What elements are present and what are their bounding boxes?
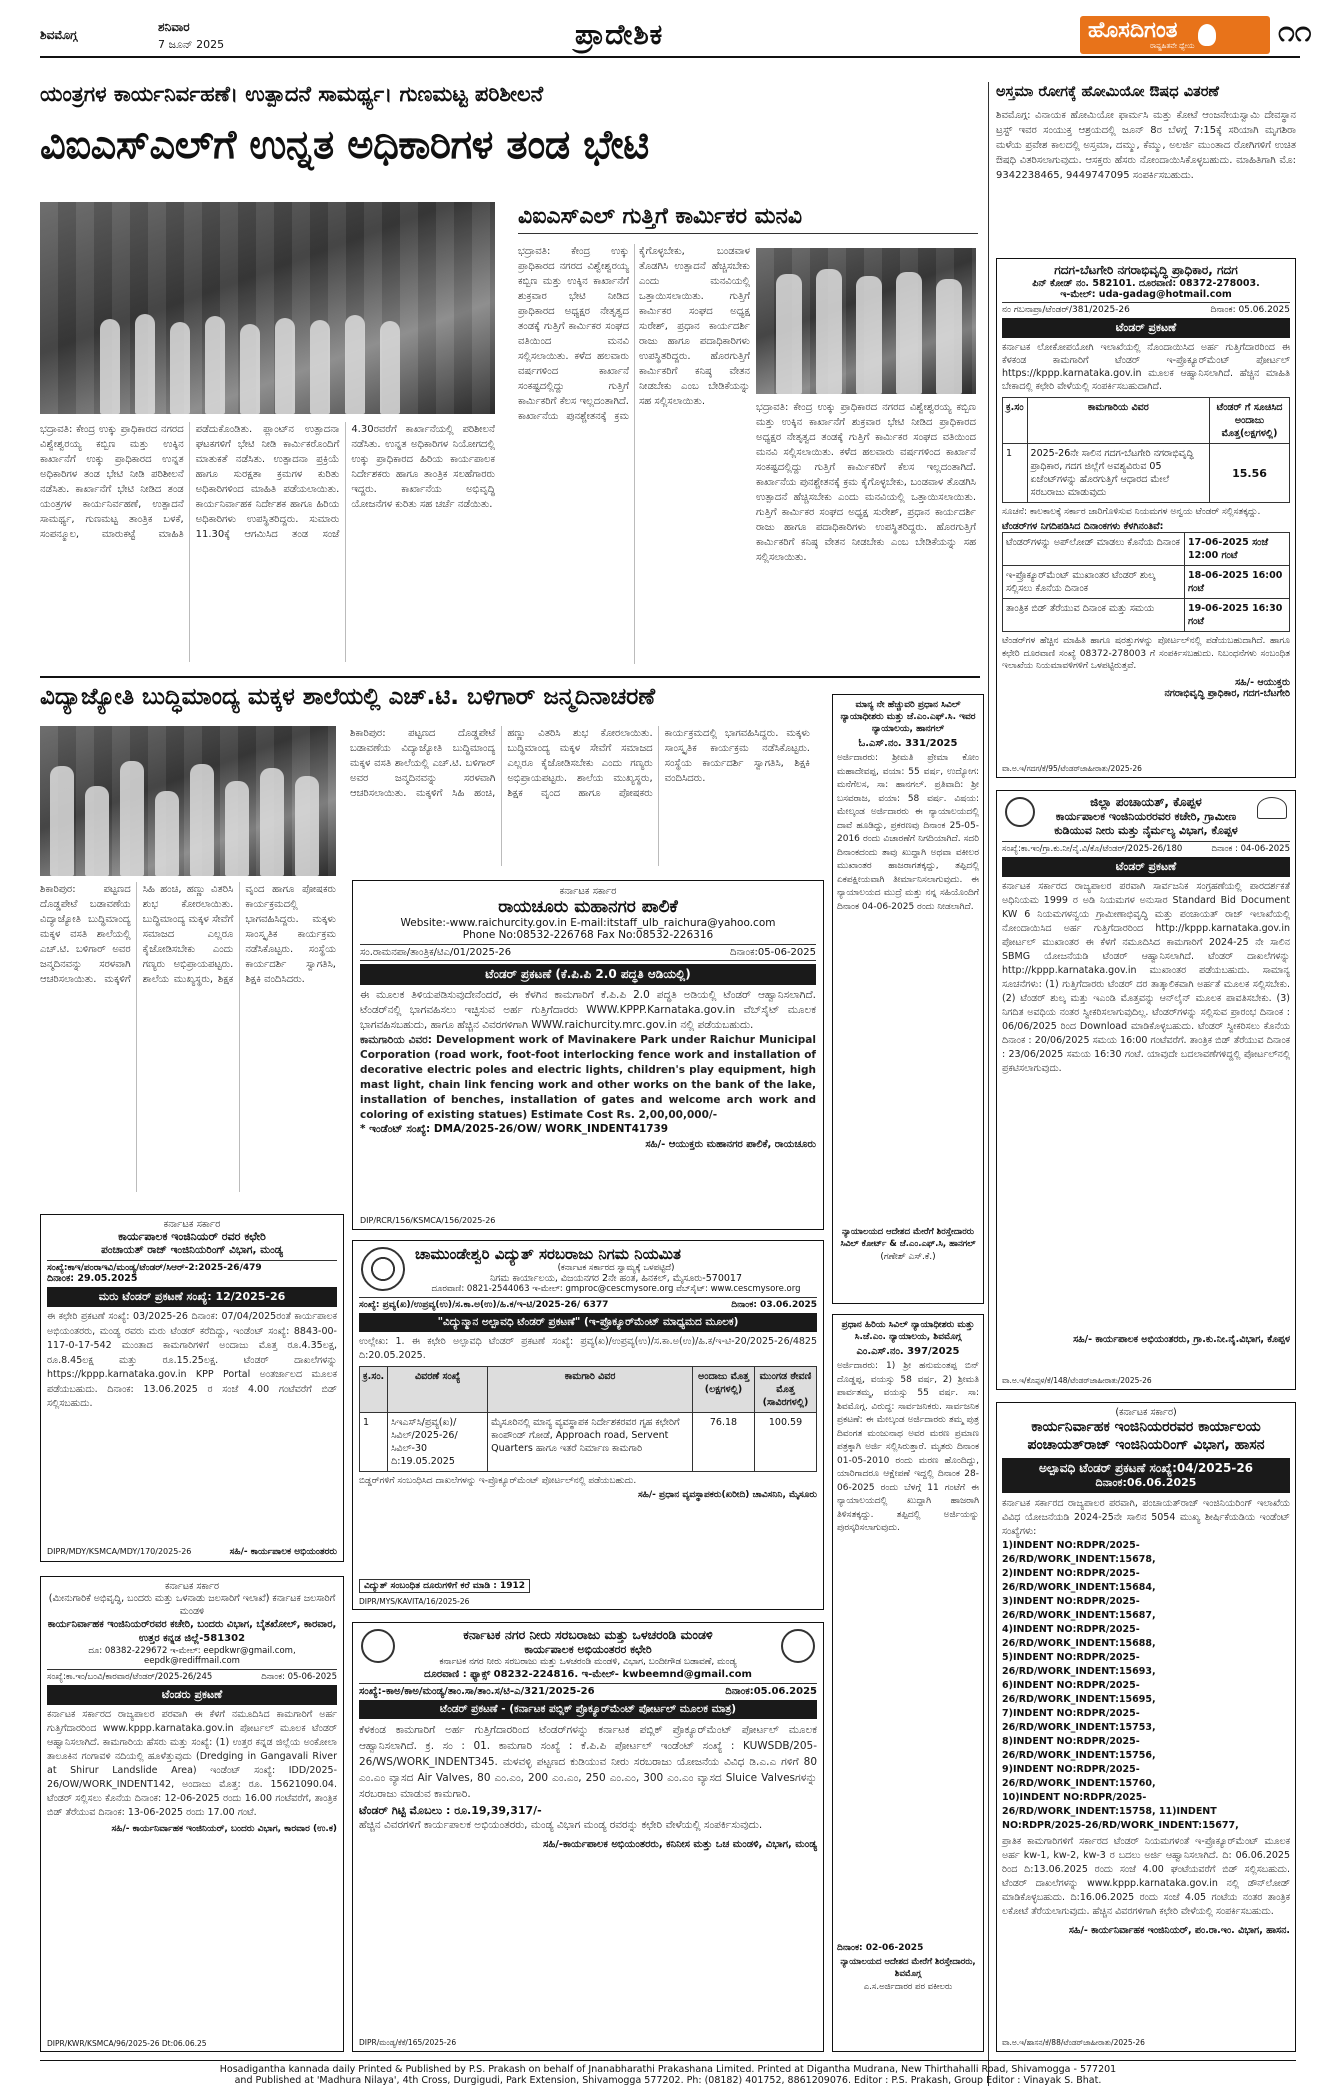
- kuwsdb-body2: ಹೆಚ್ಚಿನ ವಿವರಗಳಿಗೆ ಕಾರ್ಯಪಾಲಕ ಅಭಿಯಂತರರು, ಮಂಡ್ಯ ವಿಭಾಗ ಮಂಡ್ಯ ರವರನ್ನು ಕಛೇರಿ ವೇಳೆಯಲ್ಲಿ ಸಂಪರ್ಕಿಸುವುದು.: [359, 1819, 763, 1831]
- mandya-sign: ಸಹಿ/- ಕಾರ್ಯಪಾಲಕ ಅಭಿಯಂತರರು: [229, 1547, 337, 1557]
- raichur-web: Website:-www.raichurcity.gov.in E-mail:itstaff_ulb_raichura@yahoo.com: [400, 917, 776, 929]
- mandya-date: ದಿನಾಂಕ: 29.05.2025: [47, 1273, 138, 1284]
- karwar-bar: ಟೆಂಡರು ಪ್ರಕಟಣೆ: [47, 1685, 337, 1705]
- hassan-title: ಕಾರ್ಯನಿರ್ವಾಹಕ ಇಂಜಿನಿಯರರವರ ಕಾರ್ಯಾಲಯ ಪಂಚಾಯತ್‌ರಾಜ್ ಇಂಜಿನಿಯರಿಂಗ್ ವಿಭಾಗ, ಹಾಸನ: [1027, 1419, 1265, 1453]
- gadag-row-no: 1: [1003, 444, 1028, 503]
- imprint-line-2: and Published at 'Madhura Nilaya', 4th Cross, Durgigudi, Park Extension, Shivamogga 577202. Ph: (08182) 401752, 8861209076. Editor : P.S. Prakash, Group Editor : Vinayak S. Bhat.: [234, 2075, 1102, 2086]
- cesc-row-tender: ಸಿಇಎಸ್‌ಸಿ/ಪ್ರವ್ಯ(ಖ)/ ಸಿವಿಲ್/2025-26/ ಸಿವಿಲ್-30 ದಿ:19.05.2025: [388, 1413, 488, 1472]
- gadag-sign2: ನಗರಾಭಿವೃದ್ಧಿ ಪ್ರಾಧಿಕಾರ, ಗದಗ-ಬೆಟಗೇರಿ: [1164, 687, 1290, 699]
- school-headline: ವಿದ್ಯಾಜ್ಯೋತಿ ಬುದ್ಧಿಮಾಂದ್ಯ ಮಕ್ಕಳ ಶಾಲೆಯಲ್ಲಿ ಎಚ್.ಟಿ. ಬಳಿಗಾರ್ ಜನ್ಮದಿನಾಚರಣೆ: [40, 684, 656, 710]
- kuwsdb-office: ಕಾರ್ಯಪಾಲಕ ಅಭಿಯಂತರರ ಕಛೇರಿ: [524, 1643, 652, 1656]
- raichur-work: ಕಾಮಗಾರಿಯ ವಿವರ: Development work of Mavinakere Park under Raichur Municipal Corporation (road work, foot-foot interlocking fence work and installation of decorative electric poles and electric lights, children's play equipment, high mast light, chain link fencing work and other works on the bank of the lake, installation of benches, installation of gates and welcome arch work and coloring of existing statues) Estimate Cost Rs. 2,00,00,000/-: [360, 1034, 816, 1121]
- gadag-s2v: 18-06-2025 16:00 ಗಂಟೆ: [1185, 566, 1290, 599]
- gadag-s3v: 19-06-2025 16:30 ಗಂಟೆ: [1185, 599, 1290, 632]
- gadag-sched-title: ಟೆಂಡರ್‌ಗಳ ನಿಗದಿಪಡಿಸಿದ ದಿನಾಂಕಗಳು ಕೆಳಗಿನಂತಿವೆ:: [1002, 521, 1164, 532]
- mandya-office: ಕಾರ್ಯಪಾಲಕ ಇಂಜಿನಿಯರ್ ರವರ ಕಛೇರಿ: [118, 1230, 266, 1243]
- court2-adv: ಎ.ಸ.ಅರ್ಜಿದಾರರ ಪರ ವಕೀಲರು: [863, 1982, 953, 1992]
- hassan-indent: 6)INDENT NO:RDPR/2025-26/RD/WORK_INDENT:15695,: [1002, 1680, 1156, 1705]
- hassan-sign: ಸಹಿ/- ಕಾರ್ಯನಿರ್ವಾಹಕ ಇಂಜಿನಿಯರ್, ಪಂ.ರಾ.ಇಂ. ವಿಭಾಗ, ಹಾಸನ.: [1068, 1925, 1290, 1936]
- lead-headline: ವಿಐಎಸ್‌ಎಲ್‌ಗೆ ಉನ್ನತ ಅಧಿಕಾರಿಗಳ ತಂಡ ಭೇಟಿ: [40, 122, 649, 168]
- cesc-addr: ನಿಗಮ ಕಾರ್ಯಾಲಯ, ವಿಜಯನಗರ 2ನೇ ಹಂತ, ಹಿನಕಲ್, ಮೈಸೂರು-570017: [489, 1273, 742, 1284]
- sub-body-cont: ಭದ್ರಾವತಿ: ಕೇಂದ್ರ ಉಕ್ಕು ಪ್ರಾಧಿಕಾರದ ನಗರದ ವಿಶ್ವೇಶ್ವರಯ್ಯ ಕಬ್ಬಿಣ ಮತ್ತು ಉಕ್ಕಿನ ಕಾರ್ಖಾನೆಗೆ ಶುಕ್ರವಾರ ಭೇಟಿ ನೀಡಿದ ಪ್ರಾಧಿಕಾರದ ಅಧ್ಯಕ್ಷರ ನೇತೃತ್ವದ ತಂಡಕ್ಕೆ ಗುತ್ತಿಗೆ ಕಾರ್ಮಿಕರ ಸಂಘದ ವತಿಯಿಂದ ಮನವಿ ಸಲ್ಲಿಸಲಾಯಿತು. ಕಳೆದ ಹಲವಾರು ವರ್ಷಗಳಿಂದ ಕಾರ್ಖಾನೆ ಸಂಕಷ್ಟದಲ್ಲಿದ್ದು ಗುತ್ತಿಗೆ ಕಾರ್ಮಿಕರಿಗೆ ಕೆಲಸ ಇಲ್ಲದಂತಾಗಿದೆ. ಕಾರ್ಖಾನೆಯ ಪುನಶ್ಚೇತನಕ್ಕೆ ಕ್ರಮ ಕೈಗೊಳ್ಳಬೇಕು, ಬಂಡವಾಳ ತೊಡಗಿಸಿ ಉತ್ಪಾದನೆ ಹೆಚ್ಚಿಸಬೇಕು ಎಂದು ಮನವಿಯಲ್ಲಿ ಒತ್ತಾಯಿಸಲಾಯಿತು. ಗುತ್ತಿಗೆ ಕಾರ್ಮಿಕರ ಸಂಘದ ಅಧ್ಯಕ್ಷ ಸುರೇಶ್, ಪ್ರಧಾನ ಕಾರ್ಯದರ್ಶಿ ರಾಜು ಹಾಗೂ ಪದಾಧಿಕಾರಿಗಳು ಉಪಸ್ಥಿತರಿದ್ದರು. ಹೊರಗುತ್ತಿಗೆ ಕಾರ್ಮಿಕರಿಗೆ ಕನಿಷ್ಠ ವೇತನ ನೀಡಬೇಕು ಎಂಬ ಬೇಡಿಕೆಯನ್ನು ಸಹ ಸಲ್ಲಿಸಲಾಯಿತು.: [756, 402, 976, 563]
- karwar-dip: DIPR/KWR/KSMCA/96/2025-26 Dt:06.06.25: [47, 2039, 207, 2048]
- cesc-contact: ದೂರವಾಣಿ: 0821-2544063 ಇ-ಮೇಲ್: gmproc@cescmysore.org ವೆಬ್‌ಸೈಟ್: www.cescmysore.org: [431, 1284, 801, 1294]
- hassan-bar: ಅಲ್ಪಾವಧಿ ಟೆಂಡರ್ ಪ್ರಕಟಣೆ ಸಂಖ್ಯೆ:04/2025-26: [1038, 1461, 1254, 1475]
- karwar-office: (ಮೀನುಗಾರಿಕೆ ಅಭಿವೃದ್ಧಿ, ಬಂದರು ಮತ್ತು ಒಳನಾಡು ಜಲಸಾರಿಗೆ ಇಲಾಖೆ) ಕರ್ನಾಟಕ ಜಲಸಾರಿಗೆ ಮಂಡಳಿ: [48, 1593, 336, 1617]
- court2-top: ಪ್ರಧಾನ ಹಿರಿಯ ಸಿವಿಲ್ ನ್ಯಾಯಾಧೀಶರು ಮತ್ತು ಸಿ.ಜೆ.ಎಂ. ನ್ಯಾಯಾಲಯ, ಶಿವಮೊಗ್ಗ: [841, 1320, 975, 1342]
- kuwsdb-logo-icon: [361, 1629, 395, 1663]
- raichur-ref: ಸಂ.ರಾಮನಪಾ/ತಾಂತ್ರಿಕ/ಟಿಎ/01/2025-26: [360, 947, 512, 958]
- hassan-indent: 2)INDENT NO:RDPR/2025-26/RD/WORK_INDENT:15684,: [1002, 1568, 1156, 1593]
- karwar-date: ದಿನಾಂಕ: 05-06-2025: [261, 1672, 337, 1682]
- raichur-ad: [352, 880, 824, 1230]
- gadag-s3: ತಾಂತ್ರಿಕ ಬಿಡ್ ತೆರೆಯುವ ದಿನಾಂಕ ಮತ್ತು ಸಮಯ: [1003, 599, 1185, 632]
- hassan-ad: [996, 1402, 1296, 2052]
- gadag-note: ಸೂಚನೆ: ಕಾಲಕಾಲಕ್ಕೆ ಸರ್ಕಾರ ಜಾರಿಗೊಳಿಸುವ ನಿಯಮಗಳ ಅನ್ವಯ ಟೆಂಡರ್ ಸಲ್ಲಿಸತಕ್ಕದ್ದು.: [1002, 507, 1261, 517]
- raichur-ref-date: ದಿನಾಂಕ:05-06-2025: [730, 947, 816, 958]
- cesc-helpline: ವಿದ್ಯುತ್ ಸಂಬಂಧಿತ ದೂರುಗಳಿಗೆ ಕರೆ ಮಾಡಿ : 1912: [359, 1579, 530, 1593]
- hassan-indent: 8)INDENT NO:RDPR/2025-26/RD/WORK_INDENT:15756,: [1002, 1736, 1156, 1761]
- hassan-dip: ವಾ.ಅ.ಇ/ಹಾಸನ/ಕೆ/88/ಟೆಂಡರ್‌ಜಾಹೀರಾತು/2025-26: [1002, 2038, 1145, 2047]
- gadag-th-work: ಕಾಮಗಾರಿಯ ವಿವರ: [1027, 398, 1209, 444]
- page-number: ೧೧: [1278, 14, 1312, 49]
- cesc-row-emd: 100.59: [755, 1413, 817, 1472]
- gadag-schedule: [1002, 532, 1290, 632]
- header-day: ಶನಿವಾರ: [158, 20, 190, 34]
- cesc-logo-icon: [361, 1247, 405, 1291]
- asthma-headline: ಅಸ್ತಮಾ ರೋಗಕ್ಕೆ ಹೋಮಿಯೋ ಔಷಧ ವಿತರಣೆ: [996, 84, 1219, 100]
- section-title: ಪ್ರಾದೇಶಿಕ: [575, 18, 664, 51]
- school-photo: [40, 726, 336, 876]
- gadag-bar: ಟೆಂಡರ್ ಪ್ರಕಟಣೆ: [1002, 318, 1290, 338]
- cesc-sign: ಸಹಿ/- ಪ್ರಧಾನ ವ್ಯವಸ್ಥಾಪಕರು(ಖರೀದಿ) ಚಾವಿಸನಿನಿ, ಮೈಸೂರು: [637, 1490, 817, 1500]
- cesc-dip: DIPR/MYS/KAVITA/16/2025-26: [359, 1597, 470, 1606]
- mandya-dip: DIPR/MDY/KSMCA/MDY/170/2025-26: [47, 1547, 192, 1556]
- koppal-sign: ಸಹಿ/- ಕಾರ್ಯಪಾಲಕ ಅಭಿಯಂತರರು, ಗ್ರಾ.ಕು.ನೀ.ನೈ.ವಿಭಾಗ, ಕೊಪ್ಪಳ: [1073, 1334, 1290, 1345]
- gadag-pin: ಪಿನ್ ಕೋಡ್ ನಂ. 582101. ದೂರವಾಣಿ: 08372-278003.: [1032, 278, 1260, 289]
- govt-emblem-icon: [1005, 797, 1035, 827]
- koppal-ad: [996, 790, 1296, 1390]
- mandya-body: ಈ ಕಛೇರಿ ಪ್ರಕಟಣೆ ಸಂಖ್ಯೆ: 03/2025-26 ದಿನಾಂಕ: 07/04/2025ರಂತೆ ಕಾರ್ಯಪಾಲಕ ಅಭಿಯಂತರರು, ಮಂಡ್ಯ ರವರು ಮರು ಟೆಂಡರ್ ಕರೆದಿದ್ದು, ಇಂಡೆಂಟ್ ಸಂಖ್ಯೆ: 8843-00-117-0-17-542 ಮುಂತಾದ ಕಾಮಗಾರಿಗಳಿಗೆ ಅಂದಾಜು ಮೊತ್ತ ರೂ.4.35ಲಕ್ಷ, ರೂ.8.45ಲಕ್ಷ ಮತ್ತು ರೂ.15.25ಲಕ್ಷ. ಟೆಂಡರ್ ದಾಖಲೆಗಳನ್ನು https://kppp.karnataka.gov.in KPP Portal ಅಂತರ್ಜಾಲದ ಮೂಲಕ ಪಡೆಯಬಹುದು. ದಿನಾಂಕ: 13.06.2025 ರ ಸಂಜೆ 4.00 ಗಂಟೆವರೆಗೆ ಬಿಡ್ ಸಲ್ಲಿಸಬಹುದು.: [47, 1311, 337, 1409]
- kuwsdb-addr: ಕರ್ನಾಟಕ ನಗರ ನೀರು ಸರಬರಾಜು ಮತ್ತು ಒಳಚರಂಡಿ ಮಂಡಳಿ, ವಿಭಾಗ, ಬಂದೀಗೌಡ ಬಡಾವಣೆ, ಮಂಡ್ಯ: [439, 1657, 737, 1667]
- header-city: ಶಿವಮೊಗ್ಗ: [40, 28, 78, 42]
- raichur-title: ರಾಯಚೂರು ಮಹಾನಗರ ಪಾಲಿಕೆ: [498, 897, 678, 917]
- karwar-sign: ಸಹಿ/- ಕಾರ್ಯನಿರ್ವಾಹಕ ಇಂಜಿನಿಯರ್, ಬಂದರು ವಿಭಾಗ, ಕಾರವಾರ (ಉ.ಕ): [111, 1824, 337, 1834]
- gadag-sign: ಸಹಿ/- ಆಯುಕ್ತರು: [1235, 676, 1290, 688]
- kuwsdb-ref: ಸಂಖ್ಯೆ:-ಕಾಅ/ಕಾಅ/ಮಂಡ್ಯ/ತಾಂ.ಸಾ/ತಾಂ.ಸ/ಟಿ-ಎ/321/2025-26: [359, 1686, 595, 1697]
- gadag-body: ಕರ್ನಾಟಕ ಲೋಕೋಪಯೋಗಿ ಇಲಾಖೆಯಲ್ಲಿ ನೊಂದಾಯಿಸಿದ ಅರ್ಹ ಗುತ್ತಿಗೆದಾರರಿಂದ ಈ ಕೆಳಕಂಡ ಕಾಮಗಾರಿಗೆ ಟೆಂಡರ್ ಇ-ಪ್ರೊಕ್ಯೂರ್‌ಮೆಂಟ್ ಪೋರ್ಟಲ್ https://kppp.karnataka.gov.in ಮೂಲಕ ಆಹ್ವಾನಿಸಲಾಗಿದೆ. ಹೆಚ್ಚಿನ ಮಾಹಿತಿ ಬೇಕಾದಲ್ಲಿ ಕಛೇರಿ ವೇಳೆಯಲ್ಲಿ ಸಂಪರ್ಕಿಸಬಹುದಾಗಿದೆ.: [1002, 342, 1290, 392]
- cesc-row-no: 1: [360, 1413, 388, 1472]
- sub-headline: ವಿಐಎಸ್‌ಎಲ್ ಗುತ್ತಿಗೆ ಕಾರ್ಮಿಕರ ಮನವಿ: [518, 204, 978, 234]
- gadag-s1: ಟೆಂಡರ್‌ಗಳನ್ನು ಅಪ್‌ಲೋಡ್ ಮಾಡಲು ಕೊನೆಯ ದಿನಾಂಕ: [1003, 533, 1185, 566]
- raichur-bar: ಟೆಂಡರ್ ಪ್ರಕಟಣೆ (ಕೆ.ಪಿ.ಪಿ 2.0 ಪದ್ಧತಿ ಆಡಿಯಲ್ಲಿ): [360, 964, 816, 985]
- hassan-indent: 10)INDENT NO:RDPR/2025-26/RD/WORK_INDENT:15758, 11)INDENT NO:RDPR/2025-26/RD/WORK_INDENT:15677,: [1002, 1792, 1239, 1831]
- court2-date: ದಿನಾಂಕ: 02-06-2025: [837, 1943, 924, 1953]
- karwar-ref: ಸಂಖ್ಯೆ:ಕಾ.ಇಂ/ಬಂವಿ/ಕಾರವಾರ/ಟೆಂಡರ್/2025-26/245: [47, 1672, 213, 1682]
- kuwsdb-dip: DIPR/ಮಂಡ್ಯ/ಕೆಕೆ/165/2025-26: [359, 2038, 457, 2047]
- karwar-gov: ಕರ್ನಾಟಕ ಸರ್ಕಾರ: [165, 1581, 219, 1592]
- kuwsdb-body: ಕೆಳಕಂಡ ಕಾಮಗಾರಿಗೆ ಅರ್ಹ ಗುತ್ತಿಗೆದಾರರಿಂದ ಟೆಂಡರ್‌ಗಳನ್ನು ಕರ್ನಾಟಕ ಪಬ್ಲಿಕ್ ಪ್ರೊಕ್ಯೂರ್‌ಮೆಂಟ್ ಪೋರ್ಟಲ್ ಮೂಲಕ ಆಹ್ವಾನಿಸಲಾಗಿದೆ. ಕ್ರ. ಸಂ : 01. ಕಾಮಗಾರಿ ಸಂಖ್ಯೆ : ಕೆ.ಪಿ.ಪಿ ಪೋರ್ಟಲ್ ಇಂಡೆಂಟ್ ಸಂಖ್ಯೆ : KUWSDB/205-26/WS/WORK_INDENT345. ಮಳವಳ್ಳಿ ಪಟ್ಟಣದ ಕುಡಿಯುವ ನೀರು ಸರಬರಾಜು ಯೋಜನೆಯ ವಿವಿಧ ಡಿ.ಎ.ಎ ಗಳಿಗೆ 80 ಎಂ.ಎಂ ವ್ಯಾಸದ Air Valves, 80 ಎಂ.ಎಂ, 200 ಎಂ.ಎಂ, 250 ಎಂ.ಎಂ, 300 ಎಂ.ಎಂ ವ್ಯಾಸದ Sluice Valvesಗಳನ್ನು ಸರಬರಾಜು ಮಾಡುವ ಕಾಮಗಾರಿ.: [359, 1724, 817, 1800]
- lead-kicker: ಯಂತ್ರಗಳ ಕಾರ್ಯನಿರ್ವಹಣೆ। ಉತ್ಪಾದನೆ ಸಾಮರ್ಥ್ಯ। ಗುಣಮಟ್ಟ ಪರಿಶೀಲನೆ: [40, 82, 544, 106]
- koppal-bar: ಟೆಂಡರ್ ಪ್ರಕಟಣೆ: [1002, 857, 1290, 877]
- hassan-indent: 7)INDENT NO:RDPR/2025-26/RD/WORK_INDENT:15753,: [1002, 1708, 1156, 1733]
- cesc-col-no: ಕ್ರ.ಸಂ.: [360, 1367, 388, 1413]
- karwar-dept: ಕಾರ್ಯನಿರ್ವಾಹಕ ಇಂಜಿನಿಯರ್‌ರವರ ಕಚೇರಿ, ಬಂದರು ವಿಭಾಗ, ಬೈತಖೋಲ್, ಕಾರವಾರ, ಉತ್ತರ ಕನ್ನಡ ಜಿಲ್ಲೆ-581302: [47, 1619, 337, 1644]
- karwar-ad: [40, 1576, 344, 2052]
- imprint-line-1: Hosadigantha kannada daily Printed & Published by P.S. Prakash on behalf of Jnanabharathi Prakashana Limited. Printed at Digantha Mudrana, New Thirthahalli Road, Shivamogga - 577201: [219, 2064, 1117, 2075]
- mandya-bar: ಮರು ಟೆಂಡರ್ ಪ್ರಕಟಣೆ ಸಂಖ್ಯೆ: 12/2025-26: [47, 1287, 337, 1307]
- kuwsdb-contact: ದೂರವಾಣಿ : ಫ್ಯಾಕ್ಸ್ 08232-224816. ಇ-ಮೇಲ್- kwbeemnd@gmail.com: [424, 1669, 752, 1680]
- raichur-body: ಈ ಮೂಲಕ ತಿಳಿಯಪಡಿಸುವುದೇನೆಂದರೆ, ಈ ಕೆಳಗಿನ ಕಾಮಗಾರಿಗೆ ಕೆ.ಪಿ.ಪಿ 2.0 ಪದ್ಧತಿ ಅಡಿಯಲ್ಲಿ ಟೆಂಡರ್ ಆಹ್ವಾನಿಸಲಾಗಿದೆ. ಟೆಂಡರ್‌ನಲ್ಲಿ ಭಾಗವಹಿಸಲು ಇಚ್ಛಿಸುವ ಅರ್ಹ ಗುತ್ತಿಗೆದಾರರು WWW.KPPP.Karnataka.gov.in ವೆಬ್‌ಸೈಟ್ ಮೂಲಕ ಭಾಗವಹಿಸಬಹುದು, ಹಾಗೂ ಹೆಚ್ಚಿನ ವಿವರಗಳಿಗಾಗಿ WWW.raichurcity.mrc.gov.in ನಲ್ಲಿ ಪಡೆಯಬಹುದು.: [360, 989, 816, 1031]
- mandya-ref: ಸಂಖ್ಯೆ:ಕಾಇ/ಪಂರಾಇವಿ/ಮಂಡ್ಯ/ಟೆಂಡರ್/ಸಿಆರ್-2:2025-26/479: [47, 1260, 337, 1273]
- cesc-title: ಚಾಮುಂಡೇಶ್ವರಿ ವಿದ್ಯುತ್ ಸರಬರಾಜು ನಿಗಮ ನಿಯಮಿತ: [415, 1245, 681, 1263]
- kuwsdb-sign: ಸಹಿ/-ಕಾರ್ಯಪಾಲಕ ಅಭಿಯಂತರರು, ಕನಿನೀಸ ಮತ್ತು ಒಚ ಮಂಡಳಿ, ವಿಭಾಗ, ಮಂಡ್ಯ: [543, 1839, 817, 1850]
- cesc-ref: ಸಂಖ್ಯೆ: ಪ್ರವ್ಯ(ಖ)/ಉಪ್ರವ್ಯ(ಉ)/ಸ.ಕಾ.ಅ(ಉ)/ಹಿ.ಕ/ಇ-ಟಿ/2025-26/ 6377: [359, 1300, 609, 1310]
- hassan-indent: 1)INDENT NO:RDPR/2025-26/RD/WORK_INDENT:15678,: [1002, 1540, 1156, 1565]
- hassan-indent-list: [1002, 1539, 1290, 1833]
- cesc-row-est: 76.18: [693, 1413, 755, 1472]
- lamp-icon: [1198, 24, 1216, 46]
- karwar-phone: ದೂ: 08382-229672 ಇ-ಮೇಲ್: eepdkwr@gmail.com, eepdk@rediffmail.com: [88, 1646, 296, 1666]
- hassan-intro: ಕರ್ನಾಟಕ ಸರ್ಕಾರದ ರಾಜ್ಯಪಾಲರ ಪರವಾಗಿ, ಪಂಚಾಯತ್‌ರಾಜ್ ಇಂಜಿನಿಯರಿಂಗ್ ಇಲಾಖೆಯ ವಿವಿಧ ಯೋಜನೆಯಡಿ 2024-25ನೇ ಸಾಲಿನ 5054 ಮುಖ್ಯ ಶೀರ್ಷಿಕೆಯಡಿಯ ಇಂಡೆಂಟ್ ಸಂಖ್ಯೆಗಳು:: [1002, 1498, 1290, 1537]
- kuwsdb-date: ದಿನಾಂಕ:05.06.2025: [725, 1686, 817, 1697]
- gadag-dip: ವಾ.ಅ.ಇ/ಗದಗ/ಕೆ/95/ಟೆಂಡರ್‌ಜಾಹೀರಾತು/2025-26: [1002, 764, 1142, 773]
- hassan-bar-date: ದಿನಾಂಕ:06.06.2025: [1095, 1476, 1197, 1489]
- court1-sign: ನ್ಯಾಯಾಲಯದ ಆದೇಶದ ಮೇರೆಗೆ ಶಿರಸ್ತೇದಾರರು ಸಿವಿಲ್ ಕೋರ್ಟ್ & ಜೆ.ಎಂ.ಎಫ್.ಸಿ, ಹಾನಗಲ್: [840, 1227, 976, 1249]
- swachh-logo-icon: [1257, 797, 1287, 819]
- cesc-ref-date: ದಿನಾಂಕ: 03.06.2025: [731, 1300, 817, 1310]
- raichur-indent: * ಇಂಡೆಂಟ್ ಸಂಖ್ಯೆ: DMA/2025-26/OW/ WORK_INDENT41739: [360, 1123, 669, 1135]
- court-notice-2: [832, 1314, 984, 2052]
- hassan-indent: 4)INDENT NO:RDPR/2025-26/RD/WORK_INDENT:15688,: [1002, 1624, 1156, 1649]
- hassan-bar-wrap: [1002, 1458, 1290, 1493]
- gadag-ref: ನಂ ಗಬನಾಪ್ರಾ/ಟೆಂಡರ್/381/2025-26: [1002, 305, 1130, 315]
- header-date: 7 ಜೂನ್ 2025: [158, 38, 225, 51]
- cesc-table: [359, 1366, 817, 1472]
- gadag-row-amt: 15.56: [1210, 444, 1290, 503]
- raichur-gov: ಕರ್ನಾಟಕ ಸರ್ಕಾರ: [559, 886, 617, 897]
- brand-logo: [1080, 16, 1270, 54]
- lead-body: ಭದ್ರಾವತಿ: ಕೇಂದ್ರ ಉಕ್ಕು ಪ್ರಾಧಿಕಾರದ ನಗರದ ವಿಶ್ವೇಶ್ವರಯ್ಯ ಕಬ್ಬಿಣ ಮತ್ತು ಉಕ್ಕಿನ ಕಾರ್ಖಾನೆಗೆ ಉಕ್ಕು ಪ್ರಾಧಿಕಾರದ ಉನ್ನತ ಅಧಿಕಾರಿಗಳ ತಂಡ ಭೇಟಿ ನೀಡಿ ಪರಿಶೀಲನೆ ನಡೆಸಿತು. ಕಾರ್ಖಾನೆಗೆ ಭೇಟಿ ನೀಡಿದ ತಂಡ ಯಂತ್ರಗಳ ಕಾರ್ಯನಿರ್ವಹಣೆ, ಉತ್ಪಾದನೆ ಸಾಮರ್ಥ್ಯ, ಗುಣಮಟ್ಟ ತಾಂತ್ರಿಕ ಬಳಕೆ, ಸಂಪನ್ಮೂಲ, ಮಾರುಕಟ್ಟೆ ಮಾಹಿತಿ ಪಡೆದುಕೊಂಡಿತು. ಪ್ಲಾಂಟ್‌ನ ಉತ್ಪಾದನಾ ಘಟಕಗಳಿಗೆ ಭೇಟಿ ನೀಡಿ ಕಾರ್ಮಿಕರೊಂದಿಗೆ ಮಾತುಕತೆ ನಡೆಸಿತು. ಉತ್ಪಾದನಾ ಪ್ರಕ್ರಿಯೆ ಹಾಗೂ ಸುರಕ್ಷತಾ ಕ್ರಮಗಳ ಕುರಿತು ಅಧಿಕಾರಿಗಳಿಂದ ಮಾಹಿತಿ ಪಡೆಯಲಾಯಿತು. ಕಾರ್ಯನಿರ್ವಾಹಕ ನಿರ್ದೇಶಕ ಹಾಗೂ ಹಿರಿಯ ಅಧಿಕಾರಿಗಳು ಉಪಸ್ಥಿತರಿದ್ದರು. ಸುಮಾರು 11.30ಕ್ಕೆ ಆಗಮಿಸಿದ ತಂಡ ಸಂಜೆ 4.30ರವರೆಗೆ ಕಾರ್ಖಾನೆಯಲ್ಲಿ ಪರಿಶೀಲನೆ ನಡೆಸಿತು. ಉನ್ನತ ಅಧಿಕಾರಿಗಳ ನಿಯೋಗದಲ್ಲಿ ಉಕ್ಕು ಪ್ರಾಧಿಕಾರದ ಹಿರಿಯ ಕಾರ್ಯಪಾಲಕ ನಿರ್ದೇಶಕರು ಹಾಗೂ ತಾಂತ್ರಿಕ ಸಲಹೆಗಾರರು ಇದ್ದರು. ಕಾರ್ಖಾನೆಯ ಅಭಿವೃದ್ಧಿ ಯೋಜನೆಗಳ ಕುರಿತು ಸಹ ಚರ್ಚೆ ನಡೆಯಿತು.: [40, 424, 495, 540]
- mandya-ad: [40, 1214, 344, 1562]
- hassan-indent: 9)INDENT NO:RDPR/2025-26/RD/WORK_INDENT:15760,: [1002, 1764, 1156, 1789]
- court1-case: ಓ.ಎಸ್.ನಂ. 331/2025: [858, 738, 958, 749]
- hassan-indent: 3)INDENT NO:RDPR/2025-26/RD/WORK_INDENT:15687,: [1002, 1596, 1156, 1621]
- karwar-body: ಕರ್ನಾಟಕ ಸರ್ಕಾರದ ರಾಜ್ಯಪಾಲರ ಪರವಾಗಿ ಈ ಕೆಳಗೆ ನಮೂದಿಸಿದ ಕಾಮಗಾರಿಗೆ ಅರ್ಹ ಗುತ್ತಿಗೆದಾರರಿಂದ www.kppp.karnataka.gov.in ಪೋರ್ಟಲ್ ಮೂಲಕ ಟೆಂಡರ್ ಆಹ್ವಾನಿಸಲಾಗಿದೆ. ಕಾಮಗಾರಿಯ ಹೆಸರು ಮತ್ತು ಸಂಖ್ಯೆ: (1) ಉತ್ತರ ಕನ್ನಡ ಜಿಲ್ಲೆಯ ಅಂಕೋಲಾ ತಾಲೂಕಿನ ಗಂಗಾವಳಿ ನದಿಯಲ್ಲಿ ಹೂಳೆತ್ತುವುದು (Dredging in Gangavali River at Shirur Landslide Area) ಇಂಡೆಂಟ್ ಸಂಖ್ಯೆ: IDD/2025-26/OW/WORK_INDENT142, ಅಂದಾಜು ಮೊತ್ತ: ರೂ. 15621090.04. ಟೆಂಡರ್ ಸಲ್ಲಿಸಲು ಕೊನೆಯ ದಿನಾಂಕ: 12-06-2025 ರಂದು 16.00 ಗಂಟೆವರೆಗೆ, ತಾಂತ್ರಿಕ ಬಿಡ್ ತೆರೆಯುವ ದಿನಾಂಕ: 13-06-2025 ರಂದು 17.00 ಗಂಟೆ.: [47, 1709, 337, 1818]
- gadag-th-amt: ಟೆಂಡರ್ ಗೆ ಸೂಚಿಸಿದ ಅಂದಾಜು ಮೊತ್ತ(ಲಕ್ಷಗಳಲ್ಲಿ): [1210, 398, 1290, 444]
- brand-name: ಹೊಸದಿಗಂತ: [1088, 18, 1178, 43]
- cesc-col-emd: ಮುಂಗಡ ಠೇವಣಿ ಮೊತ್ತ (ಸಾವಿರಗಳಲ್ಲಿ): [755, 1367, 817, 1413]
- court1-top: ಮಾನ್ಯ ನೇ ಹೆಚ್ಚುವರಿ ಪ್ರಧಾನ ಸಿವಿಲ್ ನ್ಯಾಯಾಧೀಶರು ಮತ್ತು ಜೆ.ಎಂ.ಎಫ್.ಸಿ. ಇವರ ನ್ಯಾಯಾಲಯ, ಹಾನಗಲ್: [840, 700, 976, 734]
- kuwsdb-cost: ಟೆಂಡರ್ ಗಿಟ್ಟಿ ಮೊಬಲು : ರೂ.19,39,317/-: [359, 1804, 542, 1817]
- hassan-indent: 5)INDENT NO:RDPR/2025-26/RD/WORK_INDENT:15693,: [1002, 1652, 1156, 1677]
- gadag-body2: ಟೆಂಡರ್‌ಗಳ ಹೆಚ್ಚಿನ ಮಾಹಿತಿ ಹಾಗೂ ಷರತ್ತುಗಳನ್ನು ಪೋರ್ಟಲ್‌ನಲ್ಲಿ ಪಡೆಯಬಹುದಾಗಿದೆ. ಹಾಗೂ ಕಛೇರಿ ದೂರವಾಣಿ ಸಂಖ್ಯೆ 08372-278003 ಗೆ ಸಂಪರ್ಕಿಸಬಹುದು. ನಿಬಂಧನೆಗಳು ಸಂಬಂಧಿತ ಇಲಾಖೆಯ ನಿಯಮಾವಳಿಗಳಿಗೆ ಒಳಪಟ್ಟಿರುತ್ತವೆ.: [1002, 636, 1290, 671]
- brand-tagline: ರಾಷ್ಟ್ರಹಿತವೇ ಧ್ಯೇಯ: [1150, 42, 1195, 50]
- gadag-s2: ಇ-ಪ್ರೊಕ್ಯೂರ್‌ಮೆಂಟ್ ಮುಖಾಂತರ ಟೆಂಡರ್ ಶುಲ್ಕ ಸಲ್ಲಿಸಲು ಕೊನೆಯ ದಿನಾಂಕ: [1003, 566, 1185, 599]
- cesc-note: ಬಿಡ್ಡರ್‌ಗಳಿಗೆ ಸಂಬಂಧಿಸಿದ ದಾಖಲೆಗಳನ್ನು ಇ-ಪ್ರೊಕ್ಯೂರ್‌ಮೆಂಟ್ ಪೋರ್ಟಲ್‌ನಲ್ಲಿ ಪಡೆಯಬಹುದು.: [359, 1476, 637, 1486]
- raichur-phone: Phone No:08532-226768 Fax No:08532-226316: [462, 929, 714, 941]
- cesc-ref2: ಉಲ್ಲೇಖ: 1. ಈ ಕಛೇರಿ ಅಲ್ಪಾವಧಿ ಟೆಂಡರ್ ಪ್ರಕಟಣೆ ಸಂಖ್ಯೆ: ಪ್ರವ್ಯ(ಖ)/ಉಪ್ರವ್ಯ(ಉ)/ಸ.ಕಾ.ಅ(ಉ)/ಹಿ.ಕ/ಇ-ಟಿ-20/2025-26/4825 ದಿ:20.05.2025.: [359, 1336, 817, 1361]
- court2-case: ಎಂ.ಎಸ್.ನಂ. 397/2025: [856, 1346, 960, 1357]
- cesc-bar: "ವಿದ್ಯುನ್ಮಾನ ಅಲ್ಪಾವಧಿ ಟೆಂಡರ್ ಪ್ರಕಟಣೆ" (ಇ-ಪ್ರೊಕ್ಯೂರ್‌ಮೆಂಟ್ ಮಾಧ್ಯಮದ ಮೂಲಕ): [359, 1313, 817, 1332]
- gadag-email: ಇ-ಮೇಲ್: uda-gadag@hotmail.com: [1060, 289, 1232, 300]
- school-body: ಶಿಕಾರಿಪುರ: ಪಟ್ಟಣದ ದೊಡ್ಡಪೇಟೆ ಬಡಾವಣೆಯ ವಿದ್ಯಾಜ್ಯೋತಿ ಬುದ್ಧಿಮಾಂದ್ಯ ಮಕ್ಕಳ ವಸತಿ ಶಾಲೆಯಲ್ಲಿ ಎಚ್.ಟಿ. ಬಳಿಗಾರ್ ಅವರ ಜನ್ಮದಿನವನ್ನು ಸರಳವಾಗಿ ಆಚರಿಸಲಾಯಿತು. ಮಕ್ಕಳಿಗೆ ಸಿಹಿ ಹಂಚಿ, ಹಣ್ಣು ವಿತರಿಸಿ ಶುಭ ಕೋರಲಾಯಿತು. ಬುದ್ಧಿಮಾಂದ್ಯ ಮಕ್ಕಳ ಸೇವೆಗೆ ಸಮಾಜದ ಎಲ್ಲರೂ ಕೈಜೋಡಿಸಬೇಕು ಎಂದು ಗಣ್ಯರು ಅಭಿಪ್ರಾಯಪಟ್ಟರು. ಶಾಲೆಯ ಮುಖ್ಯಸ್ಥರು, ಶಿಕ್ಷಕ ವೃಂದ ಹಾಗೂ ಪೋಷಕರು ಕಾರ್ಯಕ್ರಮದಲ್ಲಿ ಭಾಗವಹಿಸಿದ್ದರು. ಮಕ್ಕಳು ಸಾಂಸ್ಕೃತಿಕ ಕಾರ್ಯಕ್ರಮ ನಡೆಸಿಕೊಟ್ಟರು. ಸಂಸ್ಥೆಯ ಕಾರ್ಯದರ್ಶಿ ಸ್ವಾಗತಿಸಿ, ಶಿಕ್ಷಕಿ ವಂದಿಸಿದರು.: [40, 884, 336, 985]
- koppal-title: ಜಿಲ್ಲಾ ಪಂಚಾಯತ್, ಕೊಪ್ಪಳ: [1090, 795, 1202, 809]
- hassan-body: ಪ್ರಾತಿಕ ಕಾಮಗಾರಿಗಳಿಗೆ ಸರ್ಕಾರದ ಟೆಂಡರ್ ನಿಯಮಗಳಂತೆ ಇ-ಪ್ರೊಕ್ಯೂರ್‌ಮೆಂಟ್ ಮೂಲಕ ಅರ್ಹ kw-1, kw-2, kw-3 ರ ಬದಲು ಅರ್ಜಿ ಆಹ್ವಾನಿಸಲಾಗಿದೆ. ದಿ: 06.06.2025 ರಿಂದ ದಿ:13.06.2025 ರಂದು ಸಂಜೆ 4.00 ಘಂಟೆಯವರೆಗೆ ಬಿಡ್ ಸಲ್ಲಿಸಬಹುದು. ಟೆಂಡರ್ ದಾಖಲೆಗಳನ್ನು www.kppp.karnataka.gov.in ನಲ್ಲಿ ಡೌನ್‌ಲೋಡ್ ಮಾಡಿಕೊಳ್ಳಬಹುದು. ದಿ:16.06.2025 ರಂದು ಸಂಜೆ 4.05 ಗಂಟೆಯ ನಂತರ ತಾಂತ್ರಿಕ ಲಕೋಟೆ ತೆರೆಯಲಾಗುವುದು. ಹೆಚ್ಚಿನ ವಿವರಗಳಿಗಾಗಿ ಕಛೇರಿ ವೇಳೆಯಲ್ಲಿ ಸಂಪರ್ಕಿಸಬಹುದು.: [1002, 1836, 1290, 1917]
- gadag-row-work: 2025-26ನೇ ಸಾಲಿನ ಗದಗ-ಬೆಟಗೇರಿ ನಗರಾಭಿವೃದ್ಧಿ ಪ್ರಾಧಿಕಾರ, ಗದಗ ಜಿಲ್ಲೆಗೆ ಅವಶ್ಯವಿರುವ 05 ಏಜೆಂಟ್‌ಗಳನ್ನು ಹೊರಗುತ್ತಿಗೆ ಆಧಾರದ ಮೇಲೆ ಸರಬರಾಜು ಮಾಡುವುದು: [1027, 444, 1209, 503]
- kuwsdb-title: ಕರ್ನಾಟಕ ನಗರ ನೀರು ಸರಬರಾಜು ಮತ್ತು ಒಳಚರಂಡಿ ಮಂಡಳಿ: [463, 1627, 713, 1642]
- sub-photo: [756, 248, 976, 394]
- gadag-title: ಗದಗ-ಬೆಟಗೇರಿ ನಗರಾಭಿವೃದ್ಧಿ ಪ್ರಾಧಿಕಾರ, ಗದಗ: [1054, 263, 1238, 277]
- cesc-col-work: ಕಾಮಗಾರಿ ವಿವರ: [488, 1367, 693, 1413]
- cesc-ad: [352, 1240, 824, 1610]
- court2-sign: ನ್ಯಾಯಾಲಯದ ಆದೇಶದ ಮೇರೆಗೆ ಶಿರಸ್ತೇದಾರರು, ಶಿವಮೊಗ್ಗ: [840, 1957, 976, 1979]
- mandya-gov: ಕರ್ನಾಟಕ ಸರ್ಕಾರ: [163, 1219, 221, 1230]
- sub-body: ಭದ್ರಾವತಿ: ಕೇಂದ್ರ ಉಕ್ಕು ಪ್ರಾಧಿಕಾರದ ನಗರದ ವಿಶ್ವೇಶ್ವರಯ್ಯ ಕಬ್ಬಿಣ ಮತ್ತು ಉಕ್ಕಿನ ಕಾರ್ಖಾನೆಗೆ ಶುಕ್ರವಾರ ಭೇಟಿ ನೀಡಿದ ಪ್ರಾಧಿಕಾರದ ಅಧ್ಯಕ್ಷರ ನೇತೃತ್ವದ ತಂಡಕ್ಕೆ ಗುತ್ತಿಗೆ ಕಾರ್ಮಿಕರ ಸಂಘದ ವತಿಯಿಂದ ಮನವಿ ಸಲ್ಲಿಸಲಾಯಿತು. ಕಳೆದ ಹಲವಾರು ವರ್ಷಗಳಿಂದ ಕಾರ್ಖಾನೆ ಸಂಕಷ್ಟದಲ್ಲಿದ್ದು ಗುತ್ತಿಗೆ ಕಾರ್ಮಿಕರಿಗೆ ಕೆಲಸ ಇಲ್ಲದಂತಾಗಿದೆ. ಕಾರ್ಖಾನೆಯ ಪುನಶ್ಚೇತನಕ್ಕೆ ಕ್ರಮ ಕೈಗೊಳ್ಳಬೇಕು, ಬಂಡವಾಳ ತೊಡಗಿಸಿ ಉತ್ಪಾದನೆ ಹೆಚ್ಚಿಸಬೇಕು ಎಂದು ಮನವಿಯಲ್ಲಿ ಒತ್ತಾಯಿಸಲಾಯಿತು. ಗುತ್ತಿಗೆ ಕಾರ್ಮಿಕರ ಸಂಘದ ಅಧ್ಯಕ್ಷ ಸುರೇಶ್, ಪ್ರಧಾನ ಕಾರ್ಯದರ್ಶಿ ರಾಜು ಹಾಗೂ ಪದಾಧಿಕಾರಿಗಳು ಉಪಸ್ಥಿತರಿದ್ದರು. ಹೊರಗುತ್ತಿಗೆ ಕಾರ್ಮಿಕರಿಗೆ ಕನಿಷ್ಠ ವೇತನ ನೀಡಬೇಕು ಎಂಬ ಬೇಡಿಕೆಯನ್ನು ಸಹ ಸಲ್ಲಿಸಲಾಯಿತು.: [518, 246, 750, 422]
- hassan-gov: (ಕರ್ನಾಟಕ ಸರ್ಕಾರ): [1115, 1407, 1177, 1418]
- court1-adv: (ಗಣೇಶ್ ಎಸ್.ಕೆ.): [880, 1252, 936, 1262]
- cesc-row-work: ಮೈಸೂರಿನಲ್ಲಿ ಮಾನ್ಯ ವ್ಯವಸ್ಥಾಪಕ ನಿರ್ದೇಶಕರವರ ಗೃಹ ಕಛೇರಿಗೆ ಕಾಂಪೌಂಡ್ ಗೋಡೆ, Approach road, Servent Quarters ಹಾಗೂ ಇತರೆ ನಿರ್ಮಾಣ ಕಾಮಗಾರಿ: [488, 1413, 693, 1472]
- gadag-s1v: 17-06-2025 ಸಂಜೆ 12:00 ಗಂಟೆ: [1185, 533, 1290, 566]
- court-notice-1: [832, 694, 984, 1304]
- raichur-dip: DIP/RCR/156/KSMCA/156/2025-26: [360, 1216, 496, 1225]
- koppal-ref: ಸಂಖ್ಯೆ:ಕಾ.ಇಂ/ಗ್ರಾ.ಕು.ನೀ/ನೈ.ವಿ/ಕೊ/ಟೆಂಡರ್/2025-26/180: [1002, 844, 1183, 854]
- lead-photo: [40, 202, 495, 414]
- raichur-sign: ಸಹಿ/- ಆಯುಕ್ತರು ಮಹಾನಗರ ಪಾಲಿಕೆ, ರಾಯಚೂರು: [645, 1139, 816, 1150]
- koppal-dip: ವಾ.ಅ.ಇ/ಕೊಪ್ಪಳ/ಕೆ/148/ಟೆಂಡರ್‌ಜಾಹೀರಾತು/2025-26: [1002, 1376, 1152, 1385]
- cesc-col-tender: ವಿವರಣೆ ಸಂಖ್ಯೆ: [388, 1367, 488, 1413]
- gadag-ad: [996, 258, 1296, 778]
- kuwsdb-bar: ಟೆಂಡರ್ ಪ್ರಕಟಣೆ - (ಕರ್ನಾಟಕ ಪಬ್ಲಿಕ್ ಪ್ರೊಕ್ಯೂರ್‌ಮೆಂಟ್ ಪೋರ್ಟಲ್ ಮೂಲಕ ಮಾತ್ರ): [359, 1700, 817, 1719]
- koppal-date: ದಿನಾಂಕ : 04-06-2025: [1211, 844, 1290, 854]
- mandya-dept: ಪಂಚಾಯತ್ ರಾಜ್ ಇಂಜಿನಿಯರಿಂಗ್ ವಿಭಾಗ, ಮಂಡ್ಯ: [101, 1244, 283, 1256]
- gadag-table: [1002, 397, 1290, 503]
- gadag-th-no: ಕ್ರ.ಸಂ: [1003, 398, 1028, 444]
- court1-body: ಅರ್ಜಿದಾರರು: ಶ್ರೀಮತಿ ಪ್ರೇಮಾ ಕೋಂ ಮಹಾದೇವಪ್ಪ, ವಯಾ: 55 ವರ್ಷ, ಉದ್ಯೋಗ: ಮನೆಗೆಲಸ, ಸಾ: ಹಾನಗಲ್. ಪ್ರತಿವಾದಿ: ಶ್ರೀ ಬಸವರಾಜ, ವಯಾ: 58 ವರ್ಷ. ವಿಷಯ: ಮೇಲ್ಕಂಡ ಅರ್ಜಿದಾರರು ಈ ನ್ಯಾಯಾಲಯದಲ್ಲಿ ದಾವೆ ಹೂಡಿದ್ದು, ಪ್ರಕರಣವು ದಿನಾಂಕ 25-05-2016 ರಂದು ವಿಚಾರಣೆಗೆ ನಿಗದಿಯಾಗಿದೆ. ಸದರಿ ದಿನಾಂಕದಂದು ತಾವು ಖುದ್ದಾಗಿ ಅಥವಾ ವಕೀಲರ ಮುಖಾಂತರ ಹಾಜರಾಗತಕ್ಕದ್ದು, ತಪ್ಪಿದಲ್ಲಿ ಏಕಪಕ್ಷೀಯವಾಗಿ ತೀರ್ಮಾನಿಸಲಾಗುವುದು. ಈ ನ್ಯಾಯಾಲಯದ ಮುದ್ರೆ ಮತ್ತು ನನ್ನ ಸಹಿಯೊಂದಿಗೆ ದಿನಾಂಕ 04-06-2025 ರಂದು ನೀಡಲಾಗಿದೆ.: [837, 753, 979, 912]
- gadag-date: ದಿನಾಂಕ: 05.06.2025: [1210, 305, 1290, 315]
- cesc-col-est: ಅಂದಾಜು ಮೊತ್ತ (ಲಕ್ಷಗಳಲ್ಲಿ): [693, 1367, 755, 1413]
- koppal-office: ಕಾರ್ಯಪಾಲಕ ಇಂಜಿನಿಯರರವರ ಕಚೇರಿ, ಗ್ರಾಮೀಣ ಕುಡಿಯುವ ನೀರು ಮತ್ತು ನೈರ್ಮಲ್ಯ ವಿಭಾಗ, ಕೊಪ್ಪಳ: [1054, 810, 1238, 837]
- koppal-body: ಕರ್ನಾಟಕ ಸರ್ಕಾರದ ರಾಜ್ಯಪಾಲರ ಪರವಾಗಿ ಸಾರ್ವಜನಿಕ ಸಂಗ್ರಹಣೆಯಲ್ಲಿ ಪಾರದರ್ಶಕತೆ ಅಧಿನಿಯಮ 1999 ರ ಅಡಿ ನಿಯಮಗಳ ಅನುಸಾರ Standard Bid Document KW 6 ನಿಯಮಗಳನ್ವಯ ಗ್ರಾಮೀಣಾಭಿವೃದ್ಧಿ ಮತ್ತು ಪಂಚಾಯತ್ ರಾಜ್ ಇಲಾಖೆಯಲ್ಲಿ ನೋಂದಾಯಿಸಿದ ಅರ್ಹ ಗುತ್ತಿಗೆದಾರರಿಂದ http://kppp.karnataka.gov.in ಪೋರ್ಟಲ್ ಮುಖಾಂತರ ಈ ಕೆಳಗೆ ನಮೂದಿಸಿದ ಕಾಮಗಾರಿಗೆ 2024-25 ನೇ ಸಾಲಿನ SBMG ಯೋಜನೆಯಡಿ ಟೆಂಡರ್ ಆಹ್ವಾನಿಸಲಾಗಿದೆ. ಟೆಂಡರ್ ದಾಖಲೆಗಳನ್ನು http://kppp.karnataka.gov.in ಮುಖಾಂತರ ಪಡೆಯಬಹುದು. ಸಾಮಾನ್ಯ ಸೂಚನೆಗಳು: (1) ಗುತ್ತಿಗೆದಾರರು ಟೆಂಡರ್ ದರ ತಾತ್ಕಾಲಿಕವಾಗಿ ಅರ್ಹತೆ ಮೂಲಕ ಸಲ್ಲಿಸಬೇಕು. (2) ಟೆಂಡರ್ ಶುಲ್ಕ ಮತ್ತು ಇಎಂಡಿ ಮೊತ್ತವನ್ನು ಆನ್‌ಲೈನ್ ಮೂಲಕ ಪಾವತಿಸಬೇಕು. (3) ನಿಗದಿತ ಅವಧಿಯ ನಂತರ ಸ್ವೀಕರಿಸಲಾಗುವುದಿಲ್ಲ. ಟೆಂಡರ್‌ಗಳನ್ನು ಸಲ್ಲಿಸುವ ಪ್ರಾರಂಭ ದಿನಾಂಕ : 06/06/2025 ರಿಂದ Download ಮಾಡಿಕೊಳ್ಳಬಹುದು. ಟೆಂಡರ್ ಸ್ವೀಕರಿಸಲು ಕೊನೆಯ ದಿನಾಂಕ : 20/06/2025 ಸಮಯ 16:00 ಗಂಟೆವರೆಗೆ. ತಾಂತ್ರಿಕ ಬಿಡ್ ತೆರೆಯುವ ದಿನಾಂಕ : 23/06/2025 ಸಮಯ 16:30 ಗಂಟೆ. ಯಾವುದೇ ಬದಲಾವಣೆಗಳಿದ್ದಲ್ಲಿ ಪೋರ್ಟಲ್‌ನಲ್ಲಿ ಪ್ರಕಟಿಸಲಾಗುವುದು.: [1002, 881, 1290, 1074]
- cesc-sub: (ಕರ್ನಾಟಕ ಸರ್ಕಾರದ ಸ್ವಾಮ್ಯಕ್ಕೆ ಒಳಪಟ್ಟಿದೆ): [557, 1263, 675, 1273]
- court2-body: ಅರ್ಜಿದಾರರು: 1) ಶ್ರೀ ಹನುಮಂತಪ್ಪ ಬಿನ್ ದೊಡ್ಡಪ್ಪ, ವಯಸ್ಸು 58 ವರ್ಷ, 2) ಶ್ರೀಮತಿ ಪಾರ್ವತಮ್ಮ, ವಯಸ್ಸು 55 ವರ್ಷ. ಸಾ: ಶಿವಮೊಗ್ಗ. ವಿರುದ್ಧ: ಸಾರ್ವಜನಿಕರು. ಸಾರ್ವಜನಿಕ ಪ್ರಕಟಣೆ: ಈ ಮೇಲ್ಕಂಡ ಅರ್ಜಿದಾರರು ತಮ್ಮ ಪುತ್ರ ದಿವಂಗತ ಮಂಜುನಾಥ ಅವರ ಮರಣ ಪ್ರಮಾಣ ಪತ್ರಕ್ಕಾಗಿ ಅರ್ಜಿ ಸಲ್ಲಿಸಿರುತ್ತಾರೆ. ಮೃತರು ದಿನಾಂಕ 01-05-2010 ರಂದು ಮರಣ ಹೊಂದಿದ್ದು, ಯಾರಿಗಾದರೂ ಆಕ್ಷೇಪಣೆ ಇದ್ದಲ್ಲಿ ದಿನಾಂಕ 28-06-2025 ರಂದು ಬೆಳಗ್ಗೆ 11 ಗಂಟೆಗೆ ಈ ನ್ಯಾಯಾಲಯದಲ್ಲಿ ಖುದ್ದಾಗಿ ಹಾಜರಾಗಿ ತಿಳಿಸತಕ್ಕದ್ದು. ತಪ್ಪಿದಲ್ಲಿ ಅರ್ಜಿಯನ್ನು ಪುರಸ್ಕರಿಸಲಾಗುವುದು.: [837, 1361, 979, 1533]
- masthead: [40, 14, 1312, 58]
- kuwsdb-ad: [352, 1622, 824, 2052]
- school-body-right: ಶಿಕಾರಿಪುರ: ಪಟ್ಟಣದ ದೊಡ್ಡಪೇಟೆ ಬಡಾವಣೆಯ ವಿದ್ಯಾಜ್ಯೋತಿ ಬುದ್ಧಿಮಾಂದ್ಯ ಮಕ್ಕಳ ವಸತಿ ಶಾಲೆಯಲ್ಲಿ ಎಚ್.ಟಿ. ಬಳಿಗಾರ್ ಅವರ ಜನ್ಮದಿನವನ್ನು ಸರಳವಾಗಿ ಆಚರಿಸಲಾಯಿತು. ಮಕ್ಕಳಿಗೆ ಸಿಹಿ ಹಂಚಿ, ಹಣ್ಣು ವಿತರಿಸಿ ಶುಭ ಕೋರಲಾಯಿತು. ಬುದ್ಧಿಮಾಂದ್ಯ ಮಕ್ಕಳ ಸೇವೆಗೆ ಸಮಾಜದ ಎಲ್ಲರೂ ಕೈಜೋಡಿಸಬೇಕು ಎಂದು ಗಣ್ಯರು ಅಭಿಪ್ರಾಯಪಟ್ಟರು. ಶಾಲೆಯ ಮುಖ್ಯಸ್ಥರು, ಶಿಕ್ಷಕ ವೃಂದ ಹಾಗೂ ಪೋಷಕರು ಕಾರ್ಯಕ್ರಮದಲ್ಲಿ ಭಾಗವಹಿಸಿದ್ದರು. ಮಕ್ಕಳು ಸಾಂಸ್ಕೃತಿಕ ಕಾರ್ಯಕ್ರಮ ನಡೆಸಿಕೊಟ್ಟರು. ಸಂಸ್ಥೆಯ ಕಾರ್ಯದರ್ಶಿ ಸ್ವಾಗತಿಸಿ, ಶಿಕ್ಷಕಿ ವಂದಿಸಿದರು.: [350, 728, 810, 799]
- kuwsdb-seal-icon: [781, 1629, 815, 1663]
- asthma-body: ಶಿವಮೊಗ್ಗ: ವಿನಾಯಕ ಹೋಮಿಯೋ ಫಾರ್ಮಸಿ ಮತ್ತು ಕೋಟೆ ಆಂಜನೇಯಸ್ವಾಮಿ ದೇವಸ್ಥಾನ ಟ್ರಸ್ಟ್ ಇವರ ಸಂಯುಕ್ತ ಆಶ್ರಯದಲ್ಲಿ ಜೂನ್ 8ರ ಬೆಳಗ್ಗೆ 7:15ಕ್ಕೆ ಸರಿಯಾಗಿ ಮೃಗಶಿರಾ ಮಳೆಯ ಪ್ರವೇಶ ಕಾಲದಲ್ಲಿ ಅಸ್ತಮಾ, ದಮ್ಮು, ಕೆಮ್ಮು, ಅಲರ್ಜಿ ಮುಂತಾದ ರೋಗಿಗಳಿಗೆ ಉಚಿತ ಔಷಧಿ ವಿತರಿಸಲಾಗುವುದು. ಆಸಕ್ತರು ಹೆಸರು ನೋಂದಾಯಿಸಿಕೊಳ್ಳಬಹುದು. ಮಾಹಿತಿಗಾಗಿ ಮೊ: 9342238465, 9449747095 ಸಂಪರ್ಕಿಸಬಹುದು.: [996, 110, 1296, 181]
